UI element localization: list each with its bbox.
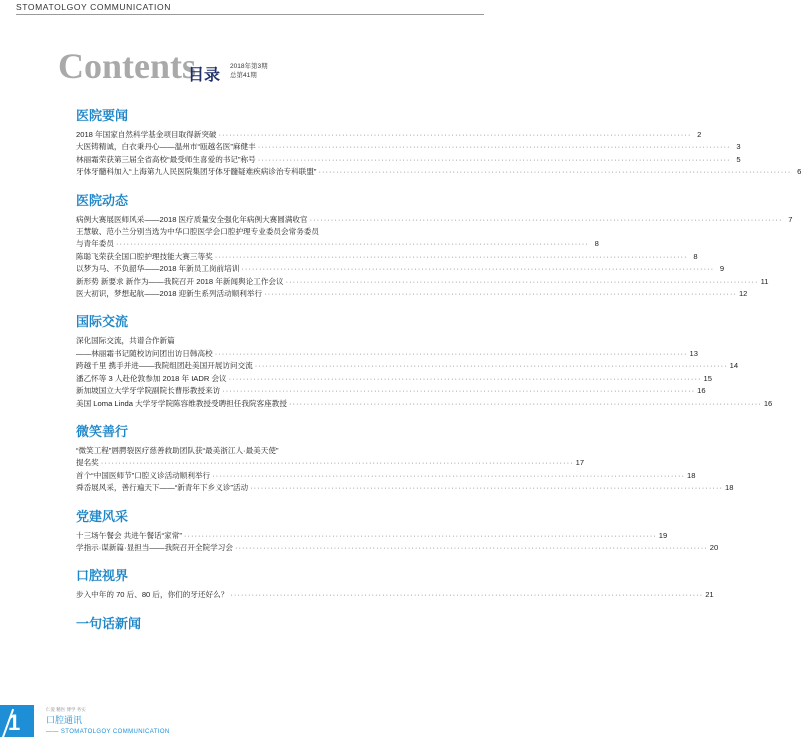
- dot-leader: [184, 530, 657, 542]
- dot-leader: [255, 360, 728, 372]
- footer-journal-name: 口腔通讯: [46, 715, 83, 725]
- toc-entry[interactable]: [76, 288, 748, 300]
- toc-entry[interactable]: [76, 251, 698, 263]
- table-of-contents: [76, 108, 801, 645]
- dot-leader: [264, 288, 737, 300]
- toc-entry[interactable]: [76, 589, 714, 601]
- entry-title: 陈聪飞荣获全国口腔护理技能大赛三等奖: [76, 251, 213, 261]
- entry-title: 提名奖: [76, 458, 99, 468]
- issue-info: [230, 62, 268, 80]
- dot-leader: [258, 141, 731, 153]
- entry-title: 潘乙怀等 3 人赴伦敦参加 2018 年 IADR 会议: [76, 373, 227, 383]
- entry-title: 与青年委员: [76, 239, 114, 249]
- section-title: 医院动态: [76, 192, 129, 208]
- toc-entry[interactable]: [76, 457, 585, 469]
- entry-page-number: 16: [697, 386, 706, 396]
- entry-title: 牙体牙髓科加入“上海第九人民医院集团牙体牙髓疑难疾病诊治专科联盟”: [76, 167, 317, 177]
- entry-page-number: 8: [693, 251, 698, 261]
- toc-section: [76, 314, 773, 409]
- toc-entry[interactable]: [76, 530, 668, 542]
- entry-page-number: 20: [709, 542, 719, 552]
- entry-title: 2018 年国家自然科学基金项目取得新突破: [76, 130, 217, 139]
- toc-section: [76, 616, 388, 631]
- entry-page-number: 2: [697, 130, 702, 139]
- toc-entry[interactable]: [76, 129, 702, 141]
- toc-entry[interactable]: [76, 238, 599, 250]
- journal-header: STOMATOLGOY COMMUNICATION: [16, 2, 171, 12]
- dot-leader: [286, 276, 759, 288]
- dot-leader: [318, 166, 791, 178]
- entry-page-number: 7: [788, 214, 793, 224]
- section-title: 国际交流: [76, 314, 129, 330]
- toc-entry[interactable]: [76, 542, 719, 554]
- entry-title: “微笑工程”唇腭裂医疗慈善救助团队获“最美浙江人·最美天使”: [76, 445, 279, 455]
- entry-title: 病例大赛展医师风采——2018 医疗质量安全强化年病例大赛圆满收官: [76, 214, 308, 224]
- dot-leader: [101, 457, 574, 469]
- section-title: 口腔视界: [76, 568, 129, 584]
- section-title: 党建风采: [76, 508, 129, 524]
- entry-page-number: 16: [763, 398, 773, 408]
- entry-title: 深化国际交流，共谱合作新篇: [76, 336, 175, 346]
- entry-title: 新形势 新要求 新作为——我院召开 2018 年新闻舆论工作会议: [76, 276, 284, 286]
- toc-entry[interactable]: [76, 214, 793, 226]
- footer-motto: 仁爱 精医 博学 务实: [46, 707, 86, 712]
- entry-page-number: 19: [658, 530, 668, 540]
- entry-page-number: 18: [687, 470, 696, 480]
- toc-entry[interactable]: [76, 373, 712, 385]
- dot-leader: [241, 263, 714, 275]
- header-rule: [16, 14, 484, 15]
- entry-page-number: 11: [760, 276, 769, 286]
- toc-entry[interactable]: [76, 482, 734, 494]
- toc-entry[interactable]: [76, 470, 696, 482]
- toc-entry[interactable]: [76, 141, 741, 153]
- issue-total: 总第41期: [230, 72, 257, 79]
- entry-page-number: 3: [736, 142, 741, 152]
- dot-leader: [219, 129, 692, 141]
- entry-page-number: 14: [729, 361, 739, 371]
- dot-leader: [310, 214, 783, 226]
- toc-entry[interactable]: [76, 226, 388, 238]
- entry-page-number: 21: [705, 590, 714, 600]
- entry-title: ——林丽霜书记随校访问团出访日韩高校: [76, 348, 213, 358]
- entry-title: 舜岙展风采，善行遍天下——“新青年下乡义诊”活动: [76, 483, 249, 493]
- entry-title: 十三场午餐会 共进午餐话“家常”: [76, 530, 182, 540]
- section-title: 微笑善行: [76, 423, 129, 439]
- toc-section: [76, 423, 734, 495]
- dot-leader: [258, 154, 731, 166]
- entry-title: 医大初识，梦想起航——2018 迎新生系列活动顺利举行: [76, 289, 263, 299]
- toc-entry[interactable]: [76, 398, 773, 410]
- dot-leader: [289, 398, 762, 410]
- dot-leader: [250, 482, 723, 494]
- toc-entry[interactable]: [76, 276, 769, 288]
- section-title: 一句话新闻: [76, 615, 142, 631]
- toc-entry[interactable]: [76, 335, 388, 347]
- entry-page-number: 6: [797, 167, 801, 177]
- issue-number: 2018年第3期: [230, 63, 268, 70]
- toc-entry[interactable]: [76, 166, 801, 178]
- entry-title: 王慧敏、范小兰分别当选为中华口腔医学会口腔护理专业委员会常务委员: [76, 227, 319, 237]
- toc-section: [76, 568, 714, 601]
- dot-leader: [235, 542, 708, 554]
- dot-leader: [215, 348, 688, 360]
- toc-entry[interactable]: [76, 348, 698, 360]
- toc-section: [76, 192, 793, 301]
- entry-title: 跨越千里 携手并进——我院组团赴美国开展访问交流: [76, 361, 253, 371]
- entry-title: 林丽霜荣获第三届全省高校“最受师生喜爱的书记”称号: [76, 154, 256, 164]
- dot-leader: [222, 385, 695, 397]
- entry-page-number: 18: [724, 483, 734, 493]
- section-title: 医院要闻: [76, 108, 129, 123]
- entry-title: 首个“中国医师节”口腔义诊活动顺利举行: [76, 470, 211, 480]
- entry-page-number: 9: [719, 264, 725, 274]
- entry-page-number: 8: [594, 239, 599, 249]
- dot-leader: [229, 373, 702, 385]
- page-number: 1: [8, 710, 21, 735]
- footer-journal-en: —— STOMATOLGOY COMMUNICATION: [46, 729, 170, 735]
- entry-title: 美国 Loma Linda 大学牙学院陈容维教授受聘担任我院客座教授: [76, 398, 287, 408]
- entry-title: 步入中年的 70 后、80 后，你们的牙还好么？: [76, 590, 229, 600]
- entry-page-number: 5: [736, 154, 741, 164]
- dot-leader: [215, 251, 688, 263]
- entry-page-number: 17: [575, 458, 585, 468]
- toc-entry[interactable]: [76, 360, 739, 372]
- contents-title: Contents: [58, 46, 197, 86]
- entry-page-number: 13: [689, 348, 698, 358]
- toc-entry[interactable]: [76, 154, 741, 166]
- entry-title: 新加坡国立大学牙学院副院长曹彤教授来访: [76, 386, 221, 396]
- dot-leader: [230, 589, 703, 601]
- toc-entry[interactable]: [76, 263, 725, 275]
- dot-leader: [212, 470, 685, 482]
- dot-leader: [116, 238, 589, 250]
- entry-title: 学指示·谋新篇·显担当——我院召开全院学习会: [76, 542, 233, 552]
- entry-title: 以梦为马、不负韶华——2018 年新员工岗前培训: [76, 264, 240, 274]
- toc-entry[interactable]: [76, 385, 706, 397]
- entry-page-number: 12: [738, 289, 748, 299]
- entry-title: 大医铸精诚，白衣秉丹心——温州市“瓯越名医”麻健丰: [76, 142, 256, 152]
- toc-entry[interactable]: [76, 445, 388, 457]
- toc-section: [76, 508, 719, 555]
- toc-section: [76, 108, 801, 179]
- entry-page-number: 15: [703, 373, 712, 383]
- page-number-block: [0, 705, 34, 737]
- contents-title-cn: 目录: [188, 67, 221, 84]
